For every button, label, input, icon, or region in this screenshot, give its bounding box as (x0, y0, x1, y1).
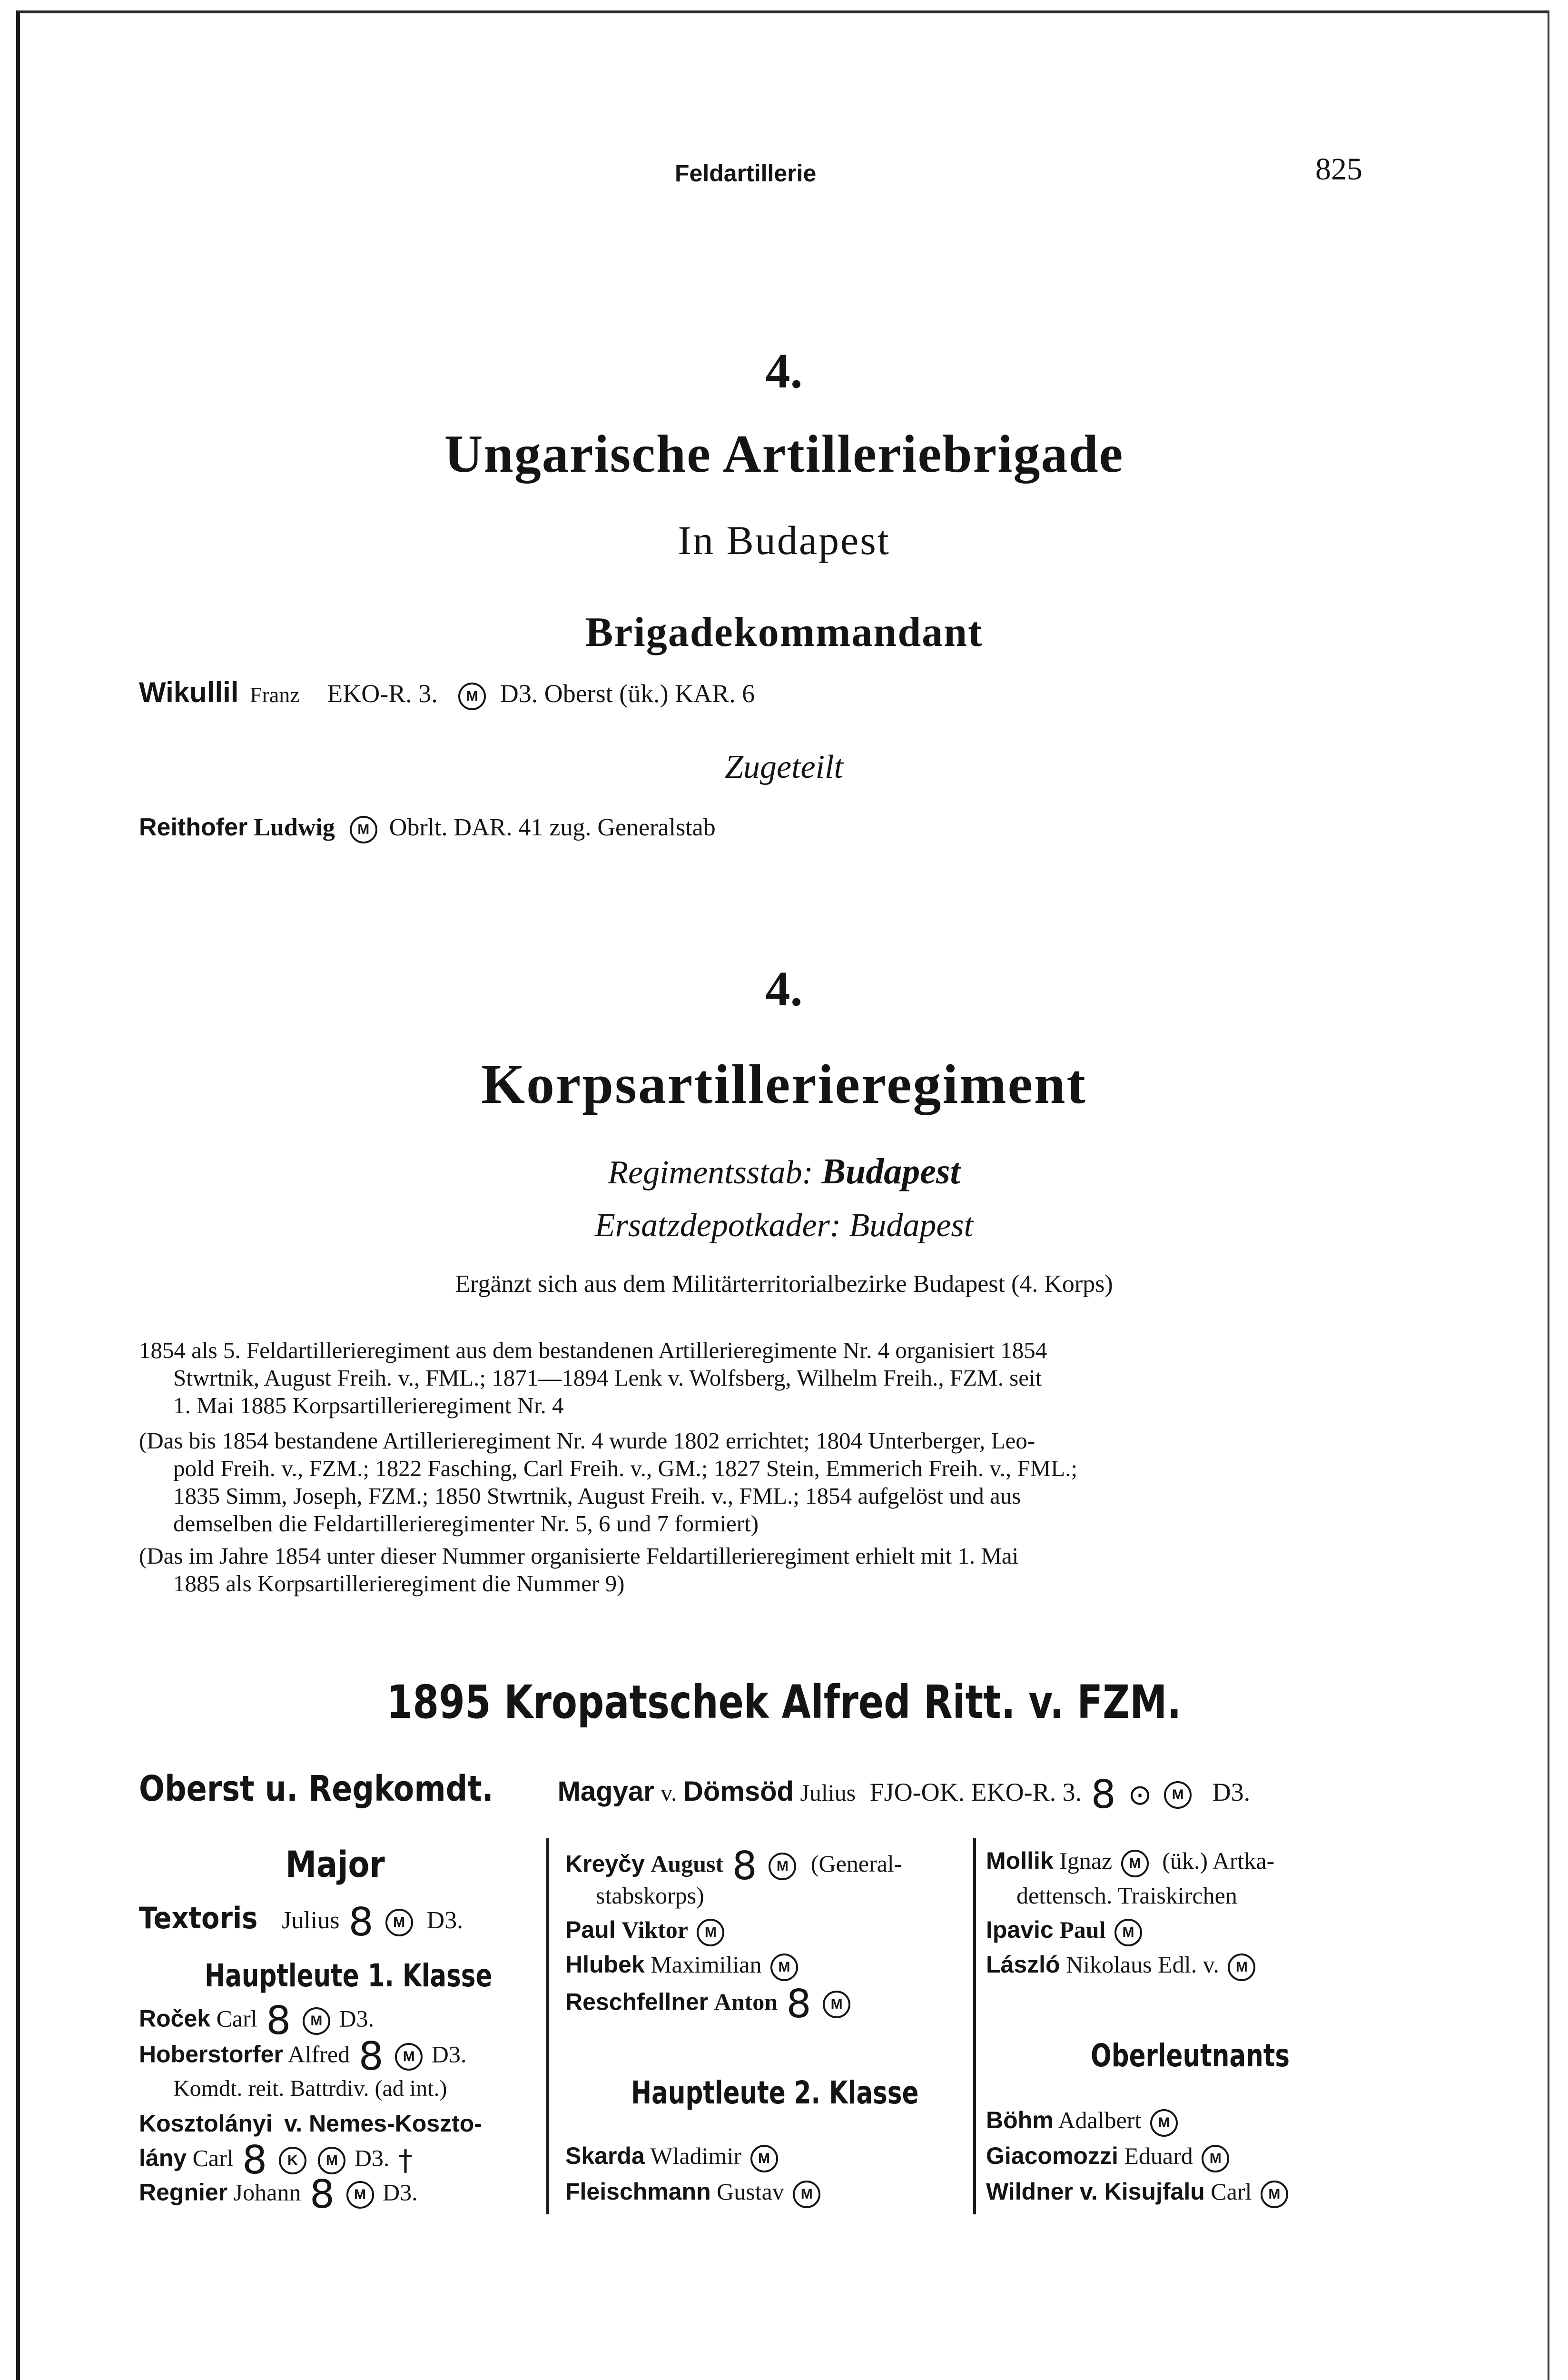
history-line: pold Freih. v., FZM.; 1822 Fasching, Carl Freih. v., GM.; 1827 Stein, Emmerich Freih. v., FML.; (173, 1455, 1078, 1481)
history-line: demselben die Feldartillerieregimenter Nr. 5, 6 und 7 formiert) (173, 1510, 759, 1537)
regnier-rest: D3. (383, 2179, 418, 2206)
iron-crown-cross-icon: 8 (786, 1982, 811, 2027)
paul-surname: Paul (565, 1916, 616, 1943)
kreycy-surname: Kreyčy (565, 1850, 645, 1877)
ipavic-surname: Ipavic (986, 1916, 1054, 1943)
assigned-given: Ludwig (254, 814, 335, 841)
fleischmann-given: Gustav (717, 2178, 784, 2205)
iron-crown-cross-icon: 8 (309, 2172, 335, 2217)
paul-given: Viktor (621, 1916, 688, 1943)
kosztolanyi-surname: Kosztolányi (139, 2110, 273, 2137)
kreycy-cont: stabskorps) (596, 1882, 704, 1909)
brigade-commander-line (139, 676, 755, 710)
kosztolanyi-predicate: v. Nemes-Koszto- (284, 2110, 482, 2137)
giacomozzi-surname: Giacomozzi (986, 2142, 1118, 2169)
military-merit-medal-icon: M (303, 2007, 330, 2035)
hoberstorfer-rest: D3. (431, 2041, 467, 2068)
brigade-title: Ungarische Artilleriebrigade (444, 425, 1124, 484)
officer-entry-kosztolanyi-1 (139, 2110, 482, 2137)
staff-label: Regimentsstab: (608, 1154, 813, 1191)
history-line: (Das bis 1854 bestandene Artillerieregiment Nr. 4 wurde 1802 errichtet; 1804 Unterberger, Leo- (139, 1428, 1035, 1454)
regiment-commander-rest: D3. (1212, 1778, 1251, 1806)
bohm-given: Adalbert (1058, 2107, 1142, 2133)
iron-crown-cross-icon: 8 (348, 1900, 374, 1945)
assigned-surname: Reithofer (139, 813, 248, 841)
hauptleute1-heading: Hauptleute 1. Klasse (205, 1957, 493, 1994)
column-divider-right (973, 1838, 976, 2214)
history-line: Stwrtnik, August Freih. v., FML.; 1871—1894 Lenk v. Wolfsberg, Wilhelm Freih., FZM. seit (173, 1365, 1042, 1391)
commander-orders: EKO-R. 3. (327, 679, 438, 708)
history-paragraph-1 (139, 1337, 1371, 1419)
military-merit-medal-icon: M (1121, 1850, 1149, 1877)
hlubek-given: Maximilian (651, 1951, 762, 1978)
military-merit-medal-icon: M (1261, 2181, 1288, 2208)
laszlo-given: Nikolaus Edl. v. (1066, 1951, 1219, 1978)
military-merit-medal-icon: M (350, 816, 377, 843)
staff-location: Budapest (821, 1151, 960, 1191)
iron-crown-cross-icon: 8 (732, 1844, 757, 1889)
major-heading: Major (286, 1843, 385, 1885)
hoberstorfer-given: Alfred (287, 2041, 350, 2068)
officer-entry-bohm (986, 2106, 1181, 2137)
rocek-surname: Roček (139, 2005, 211, 2032)
brigade-commander-heading: Brigadekommandant (585, 609, 983, 655)
commander-rest: D3. Oberst (ük.) KAR. 6 (500, 679, 755, 708)
kosztolanyi-given: Carl (192, 2144, 234, 2172)
officer-entry-regnier (139, 2172, 418, 2217)
major-surname: Textoris (139, 1901, 258, 1935)
officer-entry-ipavic (986, 1916, 1145, 1946)
regiment-commander-label: Oberst u. Regkomdt. (139, 1768, 493, 1809)
officer-entry-hlubek (565, 1951, 801, 1981)
hauptleute2-heading: Hauptleute 2. Klasse (631, 2074, 919, 2111)
history-paragraph-2 (139, 1427, 1371, 1537)
regiment-number: 4. (765, 962, 803, 1016)
kreycy-rest: (General- (810, 1850, 902, 1877)
k-medal-icon: K (279, 2147, 306, 2174)
military-merit-medal-icon: M (823, 1991, 850, 2018)
reschfellner-surname: Reschfellner (565, 1988, 709, 2015)
mollik-cont: dettensch. Traiskirchen (1016, 1882, 1237, 1909)
history-line: 1854 als 5. Feldartillerieregiment aus dem bestandenen Artillerieregimente Nr. 4 organisiert 1854 (139, 1337, 1047, 1363)
commander-given: Franz (249, 683, 300, 707)
officer-entry-giacomozzi (986, 2142, 1232, 2172)
regiment-commander-place: Dömsöd (683, 1776, 794, 1807)
officer-entry-kreycy (565, 1844, 902, 1889)
regiment-recruitment: Ergänzt sich aus dem Militärterritorialbezirke Budapest (4. Korps) (455, 1270, 1113, 1298)
bohm-surname: Böhm (986, 2107, 1054, 2133)
brigade-number: 4. (765, 344, 803, 398)
brigade-location: In Budapest (678, 517, 890, 563)
kreycy-given: August (651, 1850, 724, 1877)
regiment-commander-line (139, 1768, 1250, 1815)
regiment-commander-given: Julius (800, 1779, 856, 1806)
iron-crown-cross-icon: 8 (242, 2138, 267, 2183)
assigned-heading: Zugeteilt (725, 749, 843, 785)
merit-circle-icon: ⊙ (1128, 1778, 1152, 1812)
officer-entry-hoberstorfer (139, 2034, 467, 2079)
commander-surname: Wikullil (139, 676, 239, 708)
military-merit-medal-icon: M (1114, 1919, 1142, 1946)
oberleutnants-heading: Oberleutnants (1091, 2037, 1290, 2074)
major-rest: D3. (426, 1907, 463, 1934)
military-merit-medal-icon: M (1150, 2109, 1178, 2137)
military-merit-medal-icon: M (1164, 1781, 1192, 1809)
hlubek-surname: Hlubek (565, 1951, 645, 1978)
officer-entry-kosztolanyi-2 (139, 2138, 415, 2183)
military-merit-medal-icon: M (769, 1853, 796, 1880)
regiment-commander-surname: Magyar (557, 1776, 654, 1807)
military-merit-medal-icon: M (793, 2181, 820, 2208)
regnier-given: Johann (233, 2179, 301, 2206)
running-header-section: Feldartillerie (675, 160, 817, 187)
military-merit-medal-icon: M (458, 683, 486, 710)
hoberstorfer-note: Komdt. reit. Battrdiv. (ad int.) (173, 2076, 447, 2101)
regiment-commander-orders: FJO-OK. EKO-R. 3. (869, 1778, 1082, 1806)
major-entry (139, 1900, 463, 1945)
military-merit-medal-icon: M (770, 1954, 798, 1981)
history-line: 1885 als Korpsartillerieregiment die Nummer 9) (173, 1570, 625, 1597)
officer-entry-reschfellner (565, 1982, 853, 2027)
wildner-given: Carl (1211, 2178, 1252, 2205)
reschfellner-given: Anton (714, 1988, 778, 2015)
laszlo-surname: László (986, 1951, 1060, 1978)
regiment-staff (0, 1151, 1568, 1192)
military-merit-medal-icon: M (750, 2145, 778, 2172)
skarda-given: Wladimir (650, 2142, 741, 2169)
major-given: Julius (282, 1907, 340, 1934)
history-line: (Das im Jahre 1854 unter dieser Nummer organisierte Feldartillerieregiment erhielt mit 1. Mai (139, 1543, 1019, 1569)
assigned-officer-line (139, 813, 716, 843)
military-merit-medal-icon: M (395, 2043, 423, 2071)
skarda-surname: Skarda (565, 2142, 645, 2169)
regiment-inhaber: 1895 Kropatschek Alfred Ritt. v. FZM. (386, 1676, 1182, 1729)
history-line: 1. Mai 1885 Korpsartillerieregiment Nr. 4 (173, 1392, 564, 1418)
kosztolanyi-rest: D3. (354, 2144, 390, 2172)
wildner-surname: Wildner v. Kisujfalu (986, 2178, 1205, 2205)
hoberstorfer-surname: Hoberstorfer (139, 2041, 283, 2068)
column-divider-left (546, 1838, 549, 2214)
mollik-surname: Mollik (986, 1847, 1054, 1874)
iron-crown-cross-icon: 8 (266, 1998, 291, 2043)
mollik-given: Ignaz (1059, 1847, 1113, 1874)
military-merit-medal-icon: M (697, 1919, 724, 1946)
assigned-rest: Obrlt. DAR. 41 zug. Generalstab (389, 814, 716, 841)
officer-entry-skarda (565, 2142, 781, 2172)
history-paragraph-3 (139, 1542, 1371, 1597)
regnier-surname: Regnier (139, 2179, 228, 2206)
officer-entry-paul (565, 1916, 727, 1946)
regiment-commander-pre: v. (661, 1779, 677, 1806)
history-line: 1835 Simm, Joseph, FZM.; 1850 Stwrtnik, August Freih. v., FML.; 1854 aufgelöst und aus (173, 1483, 1021, 1509)
officer-entry-fleischmann (565, 2178, 823, 2208)
officer-entry-rocek (139, 1998, 374, 2043)
fleischmann-surname: Fleischmann (565, 2178, 711, 2205)
kosztolanyi-predicate-cont: lány (139, 2144, 187, 2172)
ipavic-given: Paul (1059, 1916, 1106, 1943)
rocek-rest: D3. (339, 2005, 374, 2032)
iron-crown-cross-icon: 8 (358, 2034, 384, 2079)
military-merit-medal-icon: M (1202, 2145, 1229, 2172)
military-merit-medal-icon: M (1228, 1954, 1255, 1981)
military-merit-medal-icon: M (385, 1909, 413, 1936)
giacomozzi-given: Eduard (1124, 2142, 1193, 2169)
page-number: 825 (1315, 152, 1362, 187)
military-merit-medal-icon: M (346, 2181, 374, 2209)
iron-crown-cross-icon: 8 (1091, 1772, 1116, 1817)
officer-entry-laszlo (986, 1951, 1258, 1981)
regiment-title: Korpsartillerieregiment (481, 1053, 1087, 1115)
regiment-depot: Ersatzdepotkader: Budapest (594, 1207, 974, 1244)
dagger-icon: † (398, 2144, 413, 2177)
mollik-rest: (ük.) Artka- (1162, 1847, 1275, 1874)
officer-entry-wildner (986, 2178, 1291, 2208)
officer-entry-mollik (986, 1847, 1274, 1877)
rocek-given: Carl (216, 2005, 257, 2032)
military-merit-medal-icon: M (318, 2147, 345, 2174)
